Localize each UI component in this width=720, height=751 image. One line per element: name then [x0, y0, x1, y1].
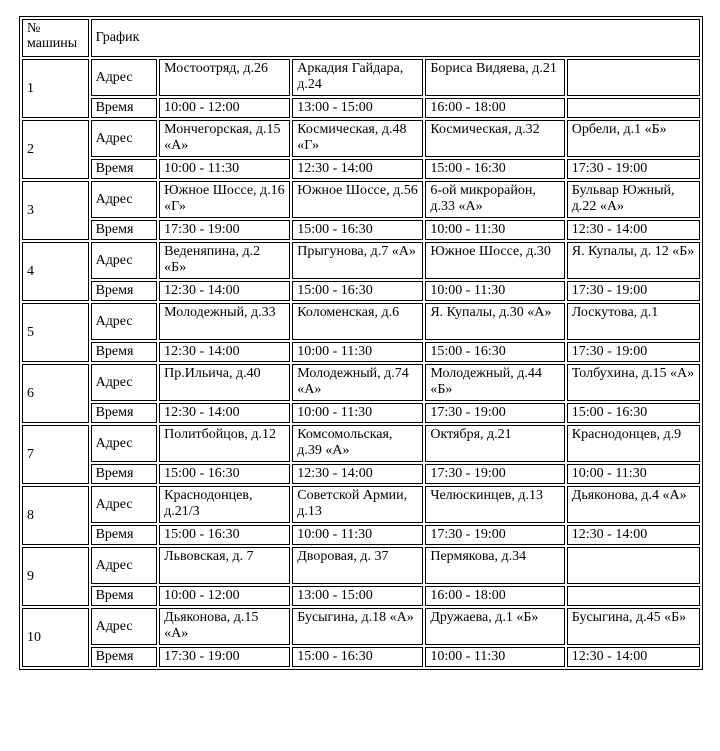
time-cell: 12:30 - 14:00 — [159, 403, 290, 423]
address-cell: Бориса Видяева, д.21 — [425, 59, 564, 96]
address-row — [22, 547, 700, 584]
time-cell: 12:30 - 14:00 — [567, 647, 700, 667]
address-row — [22, 486, 700, 523]
address-cell: Лоскутова, д.1 — [567, 303, 700, 340]
time-cell: 13:00 - 15:00 — [292, 586, 423, 606]
address-cell: Молодежный, д.33 — [159, 303, 290, 340]
time-cell: 16:00 - 18:00 — [425, 586, 564, 606]
address-cell: Космическая, д.32 — [425, 120, 564, 157]
time-cell: 15:00 - 16:30 — [292, 281, 423, 301]
time-cell: 15:00 - 16:30 — [159, 525, 290, 545]
time-cell: 15:00 - 16:30 — [292, 647, 423, 667]
address-cell: Октября, д.21 — [425, 425, 564, 462]
time-label: Время — [91, 586, 158, 606]
machine-number: 10 — [22, 608, 89, 667]
address-cell: Веденяпина, д.2 «Б» — [159, 242, 290, 279]
address-cell: Прыгунова, д.7 «А» — [292, 242, 423, 279]
address-row — [22, 120, 700, 157]
time-cell: 15:00 - 16:30 — [567, 403, 700, 423]
machine-number: 1 — [22, 59, 89, 118]
time-row — [22, 281, 700, 301]
time-cell: 17:30 - 19:00 — [567, 281, 700, 301]
time-row — [22, 159, 700, 179]
address-label: Адрес — [91, 59, 158, 96]
time-cell: 12:30 - 14:00 — [292, 464, 423, 484]
address-cell: Бусыгина, д.45 «Б» — [567, 608, 700, 645]
time-cell: 12:30 - 14:00 — [159, 342, 290, 362]
address-label: Адрес — [91, 364, 158, 401]
address-cell: Мончегорская, д.15 «А» — [159, 120, 290, 157]
time-cell: 17:30 - 19:00 — [567, 342, 700, 362]
time-label: Время — [91, 464, 158, 484]
time-cell: 10:00 - 11:30 — [159, 159, 290, 179]
time-label: Время — [91, 98, 158, 118]
machine-number: 8 — [22, 486, 89, 545]
time-cell: 17:30 - 19:00 — [425, 403, 564, 423]
machine-number: 2 — [22, 120, 89, 179]
time-row — [22, 220, 700, 240]
time-cell: 17:30 - 19:00 — [159, 647, 290, 667]
address-cell — [567, 59, 700, 96]
time-cell: 10:00 - 11:30 — [425, 220, 564, 240]
machine-number: 7 — [22, 425, 89, 484]
address-cell: Пр.Ильича, д.40 — [159, 364, 290, 401]
time-cell: 10:00 - 11:30 — [567, 464, 700, 484]
time-row — [22, 586, 700, 606]
address-label: Адрес — [91, 242, 158, 279]
machine-number: 9 — [22, 547, 89, 606]
time-label: Время — [91, 220, 158, 240]
address-label: Адрес — [91, 486, 158, 523]
time-cell: 10:00 - 11:30 — [292, 403, 423, 423]
address-row — [22, 425, 700, 462]
time-cell: 15:00 - 16:30 — [425, 342, 564, 362]
time-cell: 15:00 - 16:30 — [292, 220, 423, 240]
time-label: Время — [91, 281, 158, 301]
address-cell: Южное Шоссе, д.30 — [425, 242, 564, 279]
time-label: Время — [91, 525, 158, 545]
header-schedule: График — [91, 19, 700, 57]
address-cell: Коломенская, д.6 — [292, 303, 423, 340]
address-cell: Дьяконова, д.15 «А» — [159, 608, 290, 645]
address-cell: Я. Купалы, д.30 «А» — [425, 303, 564, 340]
time-cell: 10:00 - 11:30 — [292, 342, 423, 362]
machine-number: 3 — [22, 181, 89, 240]
time-cell: 13:00 - 15:00 — [292, 98, 423, 118]
address-cell: Космическая, д.48 «Г» — [292, 120, 423, 157]
address-cell: Пермякова, д.34 — [425, 547, 564, 584]
time-row — [22, 525, 700, 545]
time-cell: 10:00 - 11:30 — [425, 647, 564, 667]
header-row — [22, 19, 700, 57]
time-cell: 16:00 - 18:00 — [425, 98, 564, 118]
address-cell: Я. Купалы, д. 12 «Б» — [567, 242, 700, 279]
address-cell: Челюскинцев, д.13 — [425, 486, 564, 523]
address-cell: Орбели, д.1 «Б» — [567, 120, 700, 157]
address-cell: 6-ой микрорайон, д.33 «А» — [425, 181, 564, 218]
time-cell: 12:30 - 14:00 — [292, 159, 423, 179]
time-label: Время — [91, 342, 158, 362]
address-label: Адрес — [91, 425, 158, 462]
schedule-table — [19, 16, 703, 670]
address-cell: Бусыгина, д.18 «А» — [292, 608, 423, 645]
address-row — [22, 242, 700, 279]
address-cell: Советской Армии, д.13 — [292, 486, 423, 523]
time-row — [22, 647, 700, 667]
address-cell: Дружаева, д.1 «Б» — [425, 608, 564, 645]
time-label: Время — [91, 647, 158, 667]
address-row — [22, 181, 700, 218]
address-cell: Бульвар Южный, д.22 «А» — [567, 181, 700, 218]
address-cell: Южное Шоссе, д.16 «Г» — [159, 181, 290, 218]
address-cell: Мостоотряд, д.26 — [159, 59, 290, 96]
address-cell: Краснодонцев, д.21/3 — [159, 486, 290, 523]
time-cell: 15:00 - 16:30 — [159, 464, 290, 484]
address-row — [22, 608, 700, 645]
time-label: Время — [91, 403, 158, 423]
time-cell: 17:30 - 19:00 — [567, 159, 700, 179]
address-label: Адрес — [91, 181, 158, 218]
address-cell — [567, 547, 700, 584]
time-cell: 10:00 - 11:30 — [425, 281, 564, 301]
address-row — [22, 303, 700, 340]
time-cell — [567, 586, 700, 606]
header-machine-number: № машины — [22, 19, 89, 57]
address-cell: Южное Шоссе, д.56 — [292, 181, 423, 218]
machine-number: 4 — [22, 242, 89, 301]
address-cell: Молодежный, д.44 «Б» — [425, 364, 564, 401]
address-cell: Молодежный, д.74 «А» — [292, 364, 423, 401]
time-row — [22, 98, 700, 118]
time-cell: 12:30 - 14:00 — [159, 281, 290, 301]
address-cell: Толбухина, д.15 «А» — [567, 364, 700, 401]
time-label: Время — [91, 159, 158, 179]
address-cell: Дьяконова, д.4 «А» — [567, 486, 700, 523]
time-row — [22, 403, 700, 423]
time-row — [22, 464, 700, 484]
address-cell: Комсомольская, д.39 «А» — [292, 425, 423, 462]
time-row — [22, 342, 700, 362]
time-cell: 10:00 - 12:00 — [159, 586, 290, 606]
time-cell: 17:30 - 19:00 — [425, 525, 564, 545]
machine-number: 6 — [22, 364, 89, 423]
address-cell: Дворовая, д. 37 — [292, 547, 423, 584]
time-cell: 15:00 - 16:30 — [425, 159, 564, 179]
address-cell: Краснодонцев, д.9 — [567, 425, 700, 462]
address-row — [22, 59, 700, 96]
address-cell: Аркадия Гайдара, д.24 — [292, 59, 423, 96]
machine-number: 5 — [22, 303, 89, 362]
time-cell: 10:00 - 12:00 — [159, 98, 290, 118]
schedule-wrapper — [19, 16, 703, 670]
address-label: Адрес — [91, 303, 158, 340]
address-label: Адрес — [91, 120, 158, 157]
address-row — [22, 364, 700, 401]
address-label: Адрес — [91, 547, 158, 584]
address-cell: Политбойцов, д.12 — [159, 425, 290, 462]
time-cell: 12:30 - 14:00 — [567, 220, 700, 240]
time-cell: 17:30 - 19:00 — [425, 464, 564, 484]
address-cell: Львовская, д. 7 — [159, 547, 290, 584]
time-cell: 17:30 - 19:00 — [159, 220, 290, 240]
address-label: Адрес — [91, 608, 158, 645]
time-cell — [567, 98, 700, 118]
time-cell: 10:00 - 11:30 — [292, 525, 423, 545]
time-cell: 12:30 - 14:00 — [567, 525, 700, 545]
